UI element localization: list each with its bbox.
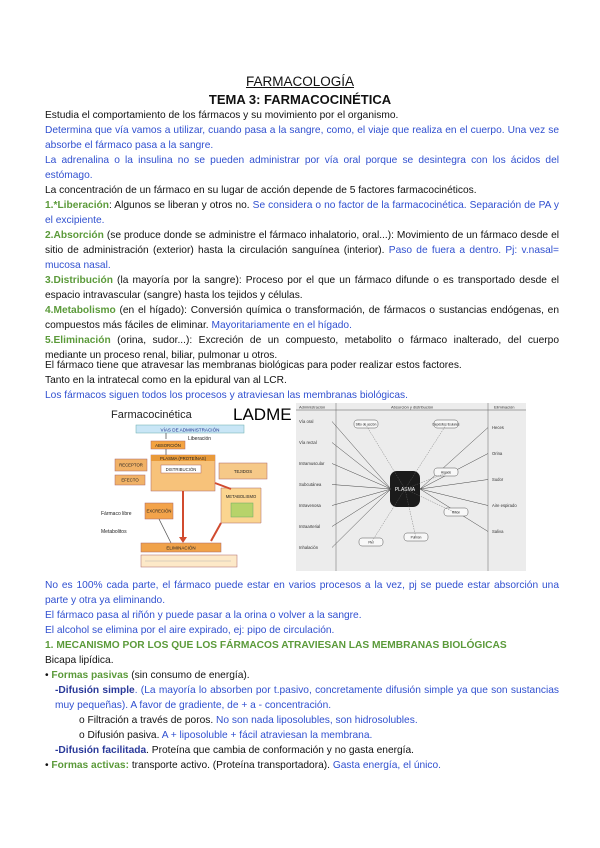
- plasma-diagram: [296, 403, 526, 571]
- difusion-simple: -Difusión simple. (La mayoría lo absorben por t.pasivo, concretamente difusión simple ya que son sustancias muy pequeñas). A favor de gradiente, de + a - concentración.: [55, 685, 559, 711]
- label-metabolitos: Metabolitos: [101, 529, 127, 535]
- node-label: Hígado: [440, 470, 452, 475]
- svg-text:EXCRECIÓN: EXCRECIÓN: [146, 508, 172, 514]
- difusion-facilitada: -Difusión facilitada. Proteína que cambia de conformación y no gasta energía.: [55, 745, 415, 756]
- route-label: Vía oral: [299, 419, 314, 424]
- svg-text:Liberación: Liberación: [188, 436, 212, 442]
- label-farmaco-libre: Fármaco libre: [101, 511, 132, 517]
- section1-heading: 1. MECANISMO POR LOS QUE LOS FÁRMACOS ATRAVIESAN LAS MEMBRANAS BIOLÓGICAS: [45, 640, 507, 651]
- ladme-acronym: LADME: [233, 405, 292, 424]
- svg-text:Eliminación: Eliminación: [494, 404, 515, 410]
- intro-note-adrenaline: La adrenalina o la insulina no se pueden administrar por vía oral porque se desintegra con los ácidos del estómago.: [45, 155, 559, 181]
- route-label: Intraarterial: [299, 524, 321, 529]
- factor-eliminacion: 5.Eliminación (orina, sudor...): Excreción de un compuesto, metabolito o fármaco inalterado, del cuerpo mediante un proceso renal, biliar, pulmonar u otros.: [45, 335, 559, 361]
- svg-text:Administración: Administración: [299, 404, 326, 410]
- difusion-pasiva: o Difusión pasiva. A + liposoluble + fácil atraviesan la membrana.: [79, 730, 373, 741]
- ladme-diagram: [71, 403, 295, 571]
- note-kidney: El fármaco pasa al riñón y puede pasar a la orina o volver a la sangre.: [45, 610, 362, 621]
- filtracion-poros: o Filtración a través de poros. No son nada liposolubles, son hidrosolubles.: [79, 715, 418, 726]
- document-subtitle: TEMA 3: FARMACOCINÉTICA: [208, 92, 392, 107]
- svg-text:VÍAS DE ADMINISTRACIÓN: VÍAS DE ADMINISTRACIÓN: [160, 427, 220, 433]
- factor-liberacion: 1.*Liberación: Algunos se liberan y otros no. Se considera o no factor de la farmacocinética. Separación de PA y el excipiente.: [45, 200, 560, 226]
- intro-paragraph: Estudia el comportamiento de los fármacos y su movimiento por el organismo.: [45, 110, 399, 121]
- intro-note-route: Determina que vía vamos a utilizar, cuando pasa a la sangre, como, el viaje que realiza en el cuerpo. Una vez se absorbe el fármaco pasa a la sangre.: [45, 125, 559, 151]
- route-label: Intramuscular: [299, 461, 325, 466]
- node-label: Riñón: [451, 510, 461, 515]
- factor-metabolismo: 4.Metabolismo (en el hígado): Conversión química o transformación, de fármacos o sustancias endógenas, en compuestos más fáciles de eliminar. Mayoritariamente en el hígado.: [45, 305, 559, 331]
- svg-text:ABSORCIÓN: ABSORCIÓN: [155, 442, 181, 448]
- route-label: Inhalación: [299, 545, 319, 550]
- svg-text:TEJIDOS: TEJIDOS: [233, 469, 253, 474]
- node-label: Piel: [368, 540, 374, 545]
- formas-activas: • Formas activas: transporte activo. (Proteína transportadora). Gasta energía, el único.: [45, 760, 442, 771]
- note-simultaneous: No es 100% cada parte, el fármaco puede estar en varios procesos a la vez, pj se puede estar absorción una parte y otra ya eliminando.: [45, 580, 559, 606]
- svg-text:EFECTO: EFECTO: [121, 477, 139, 483]
- intro-factors: La concentración de un fármaco en su lugar de acción depende de 5 factores farmacocinéticos.: [45, 185, 477, 196]
- sink-label: Aire espirado: [492, 503, 517, 508]
- svg-text:RECEPTOR: RECEPTOR: [119, 462, 143, 468]
- node-label: Pulmón: [410, 535, 422, 540]
- sink-label: Saliva: [492, 529, 504, 534]
- bicapa-text: Bicapa lipídica.: [45, 655, 114, 666]
- route-label: Subcutánea: [299, 482, 322, 487]
- svg-text:Absorción y distribución: Absorción y distribución: [391, 404, 434, 410]
- sink-label: Sudor: [492, 477, 504, 482]
- sink-label: Orina: [492, 451, 503, 456]
- route-label: Intravenosa: [299, 503, 321, 508]
- membranes-paragraph: El fármaco tiene que atravesar las membranas biológicas para poder realizar estos factores.: [45, 360, 462, 371]
- formas-pasivas: • Formas pasivas (sin consumo de energía).: [45, 670, 250, 681]
- ladme-diagram-title: Farmacocinética: [111, 409, 192, 421]
- intrathecal-paragraph: Tanto en la intratecal como en la epidural van al LCR.: [45, 375, 287, 386]
- svg-text:PLASMA: PLASMA: [394, 487, 416, 493]
- route-label: Vía rectal: [299, 440, 317, 445]
- factor-absorcion: 2.Absorción (se produce donde se administre el fármaco inhalatorio, oral...): Movimiento de un fármaco desde el sitio de administración (exterior) hasta la circulación sanguínea (interior). Paso de fuera a dentro. Pj: v.nasal= mucosa nasal.: [45, 230, 559, 271]
- note-alcohol: El alcohol se elimina por el aire expirado, ej: pipo de circulación.: [45, 625, 335, 636]
- svg-text:ELIMINACIÓN: ELIMINACIÓN: [166, 545, 196, 551]
- node-label: Sitio de acción: [355, 422, 377, 427]
- document-title: FARMACOLOGÍA: [245, 74, 355, 89]
- factor-distribucion: 3.Distribución (la mayoría por la sangre): Proceso por el que un fármaco difunde o es transportado desde el espacio intravascular (sangre) hasta los tejidos y células.: [45, 275, 559, 301]
- svg-text:PLASMA (PROTEÍNAS): PLASMA (PROTEÍNAS): [159, 455, 207, 461]
- svg-text:METABOLISMO: METABOLISMO: [225, 494, 257, 499]
- svg-text:DISTRIBUCIÓN: DISTRIBUCIÓN: [165, 466, 197, 472]
- processes-note: Los fármacos siguen todos los procesos y atraviesan las membranas biológicas.: [45, 390, 408, 401]
- sink-label: Heces: [492, 425, 504, 430]
- node-label: Depósitos tisulares: [432, 422, 460, 427]
